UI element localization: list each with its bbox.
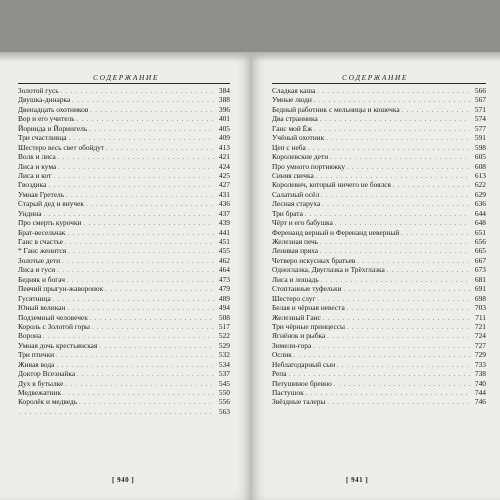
- entry-title: Ворона: [18, 331, 42, 341]
- entry-page-number: 629: [474, 189, 486, 199]
- toc-entry: [18, 86, 230, 95]
- dot-leader: [313, 343, 470, 352]
- entry-title: Два странника: [272, 114, 318, 124]
- entry-page-number: 413: [218, 142, 230, 152]
- dot-leader: [326, 135, 470, 144]
- toc-entry: [272, 133, 486, 142]
- dot-leader: [61, 88, 214, 97]
- dot-leader: [347, 164, 470, 173]
- dot-leader: [63, 390, 214, 399]
- entry-page-number: 746: [474, 397, 486, 407]
- dot-leader: [92, 324, 214, 333]
- toc-entry: [18, 294, 230, 303]
- dot-leader: [66, 192, 214, 201]
- entry-title: Волк и лиса: [18, 152, 56, 162]
- dot-leader: [337, 362, 470, 371]
- entry-title: Золотой гусь: [18, 86, 59, 95]
- toc-entry: [272, 95, 486, 104]
- dot-leader: [20, 409, 214, 418]
- toc-entry: [18, 322, 230, 331]
- entry-title: Петушиное бревно: [272, 378, 332, 388]
- toc-entry: [272, 350, 486, 359]
- dot-leader: [90, 315, 214, 324]
- entry-page-number: 427: [218, 180, 230, 190]
- dot-leader: [334, 381, 470, 390]
- entry-title: Брат-весельчак: [18, 227, 66, 237]
- toc-entry: [272, 313, 486, 322]
- toc-entry: [272, 303, 486, 312]
- entry-page-number: 598: [474, 142, 486, 152]
- entry-page-number: 388: [218, 95, 230, 105]
- toc-entry: [18, 152, 230, 161]
- entry-title: Про смерть курочки: [18, 218, 82, 228]
- dot-leader: [86, 201, 214, 210]
- dot-leader: [320, 239, 470, 248]
- toc-entry: [272, 143, 486, 152]
- entry-title: Шестеро весь свет обойдут: [18, 142, 105, 152]
- toc-entry: [272, 199, 486, 208]
- entry-title: Умная дочь крестьянская: [18, 340, 98, 350]
- page-shadow: [0, 52, 252, 62]
- entry-title: Старый дед и внучек: [18, 199, 84, 209]
- entry-title: Лиса и гуси: [18, 265, 56, 275]
- entry-page-number: 529: [218, 340, 230, 350]
- toc-entry: [18, 388, 230, 397]
- toc-entry: [272, 124, 486, 133]
- dot-leader: [330, 154, 470, 163]
- entry-title: Лесная старуха: [272, 199, 321, 209]
- page-number: [ 940 ]: [112, 476, 135, 484]
- entry-page-number: 721: [474, 321, 486, 331]
- entry-page-number: 421: [218, 152, 230, 162]
- entry-title: Певчий прыгун-жаворонок: [18, 284, 104, 294]
- toc-entry: [272, 114, 486, 123]
- entry-title: Двушка-динарка: [18, 95, 71, 105]
- toc-entry: [272, 275, 486, 284]
- entry-title: Умные люди: [272, 95, 312, 105]
- entry-page-number: 436: [218, 199, 230, 209]
- entry-title: Пастушок: [272, 388, 304, 397]
- toc-entry: [18, 162, 230, 171]
- toc-entry: [18, 313, 230, 322]
- entry-page-number: 605: [474, 152, 486, 162]
- dot-leader: [401, 230, 470, 239]
- entry-title: Учёный охотник: [272, 133, 325, 143]
- entry-title: Неблагодарный сын: [272, 359, 336, 369]
- dot-leader: [58, 164, 214, 173]
- entry-page-number: 744: [474, 388, 486, 397]
- toc-entry: [18, 180, 230, 189]
- entry-page-number: 563: [218, 406, 230, 416]
- entry-page-number: 508: [218, 312, 230, 322]
- entry-page-number: 665: [474, 246, 486, 256]
- entry-title: Двенадцать охотников: [18, 104, 89, 114]
- entry-title: Гусятница: [18, 293, 51, 303]
- entry-page-number: 698: [474, 293, 486, 303]
- entry-page-number: 451: [218, 237, 230, 246]
- entry-page-number: 396: [218, 104, 230, 114]
- entry-title: Три брата: [272, 208, 303, 218]
- entry-page-number: 532: [218, 350, 230, 360]
- dot-leader: [99, 343, 214, 352]
- dot-leader: [393, 182, 470, 191]
- toc-entry: [272, 322, 486, 331]
- dot-leader: [48, 182, 214, 191]
- toc-entry: [272, 190, 486, 199]
- entry-page-number: 636: [474, 199, 486, 209]
- entry-page-number: 613: [474, 170, 486, 180]
- toc-entry: [18, 228, 230, 237]
- entry-page-number: 667: [474, 255, 486, 265]
- toc-entry: [272, 341, 486, 350]
- toc-entry: [272, 86, 486, 95]
- toc-entry: [272, 265, 486, 274]
- dot-leader: [105, 286, 214, 295]
- toc-entry: [272, 171, 486, 180]
- toc-entry: [272, 218, 486, 227]
- dot-leader: [53, 296, 214, 305]
- dot-leader: [320, 116, 470, 125]
- dot-leader: [89, 126, 214, 135]
- toc-entry: [18, 218, 230, 227]
- entry-page-number: 724: [474, 331, 486, 341]
- entry-title: Йоринда и Йорингель: [18, 123, 88, 133]
- entry-page-number: 441: [218, 227, 230, 237]
- entry-page-number: 550: [218, 388, 230, 397]
- toc-entry: [18, 397, 230, 406]
- entry-title: Бедный работник с мельницы и кошечка: [272, 104, 400, 114]
- toc-entry: [272, 237, 486, 246]
- toc-entry: [272, 209, 486, 218]
- dot-leader: [67, 305, 214, 314]
- left-page: [0, 52, 252, 500]
- dot-leader: [68, 248, 214, 257]
- toc-entry: [272, 152, 486, 161]
- entry-page-number: 462: [218, 255, 230, 265]
- entry-page-number: 656: [474, 237, 486, 246]
- entry-page-number: 439: [218, 218, 230, 228]
- entry-title: Вор и его учитель: [18, 114, 75, 124]
- entry-page-number: 681: [474, 274, 486, 284]
- dot-leader: [347, 305, 470, 314]
- dot-leader: [344, 286, 470, 295]
- entry-title: Юный великан: [18, 303, 66, 313]
- entry-title: Цеп с неба: [272, 142, 306, 152]
- dot-leader: [84, 220, 214, 229]
- toc-entry: [18, 95, 230, 104]
- entry-page-number: 473: [218, 274, 230, 284]
- entry-page-number: 401: [218, 114, 230, 124]
- entry-title: Королевские дети: [272, 152, 329, 162]
- dot-leader: [56, 362, 214, 371]
- entry-page-number: 425: [218, 170, 230, 180]
- toc-entry: [18, 379, 230, 388]
- dot-leader: [65, 381, 214, 390]
- entry-title: Про умного портняжку: [272, 161, 346, 171]
- entry-title: Ундина: [18, 208, 42, 218]
- dot-leader: [321, 277, 470, 286]
- toc-entry: [18, 114, 230, 123]
- entry-page-number: 591: [474, 133, 486, 143]
- page-number: [ 941 ]: [346, 476, 369, 484]
- entry-page-number: 622: [474, 180, 486, 190]
- dot-leader: [77, 371, 214, 380]
- entry-title: Гвоздика: [18, 180, 47, 190]
- toc-entry: [272, 379, 486, 388]
- entry-page-number: 571: [474, 104, 486, 114]
- toc-entry: [272, 360, 486, 369]
- entry-page-number: 673: [474, 265, 486, 275]
- dot-leader: [65, 239, 214, 248]
- entry-title: * Ганс женится: [18, 246, 67, 256]
- toc-entry: [272, 228, 486, 237]
- entry-page-number: 644: [474, 208, 486, 218]
- toc-entry: [272, 397, 486, 406]
- entry-page-number: 464: [218, 265, 230, 275]
- entry-title: Три птички: [18, 350, 55, 360]
- entry-title: Звёздные талеры: [272, 397, 326, 407]
- toc-entry: [18, 369, 230, 378]
- toc-entry: [272, 180, 486, 189]
- dot-leader: [67, 230, 214, 239]
- page-shadow: [250, 52, 500, 62]
- toc-entry: [18, 237, 230, 246]
- entry-title: Король с Золотой горы: [18, 321, 91, 331]
- entry-page-number: 651: [474, 227, 486, 237]
- dot-leader: [90, 107, 214, 116]
- entry-page-number: 608: [474, 161, 486, 171]
- dot-leader: [106, 145, 214, 154]
- entry-page-number: 431: [218, 189, 230, 199]
- toc-list-right: [272, 86, 486, 407]
- entry-title: Три счастливца: [18, 133, 67, 143]
- entry-title: Шестеро слуг: [272, 293, 316, 303]
- dot-leader: [314, 126, 470, 135]
- toc-entry: [18, 105, 230, 114]
- heading-rule: [272, 83, 486, 84]
- toc-entry: [18, 190, 230, 199]
- entry-title: Ганс в счастье: [18, 237, 64, 246]
- entry-title: Ленивая пряха: [272, 246, 318, 256]
- toc-entry: [18, 407, 230, 416]
- toc-entry: [272, 105, 486, 114]
- entry-title: Три чёрные принцессы: [272, 321, 345, 331]
- page-heading: СОДЕРЖАНИЕ: [93, 73, 159, 82]
- entry-title: Подземный человечек: [18, 312, 88, 322]
- entry-page-number: 405: [218, 123, 230, 133]
- entry-page-number: 566: [474, 86, 486, 95]
- toc-entry: [18, 171, 230, 180]
- entry-page-number: 424: [218, 161, 230, 171]
- toc-entry: [272, 246, 486, 255]
- entry-page-number: 733: [474, 359, 486, 369]
- entry-page-number: 409: [218, 133, 230, 143]
- toc-entry: [272, 369, 486, 378]
- dot-leader: [321, 192, 470, 201]
- dot-leader: [77, 116, 214, 125]
- toc-entry: [18, 199, 230, 208]
- dot-leader: [53, 173, 214, 182]
- toc-entry: [18, 246, 230, 255]
- entry-title: Доктор Всезнайка: [18, 369, 76, 379]
- dot-leader: [387, 267, 470, 276]
- page-heading: СОДЕРЖАНИЕ: [342, 73, 408, 82]
- toc-list-left: [18, 86, 230, 416]
- dot-leader: [327, 333, 470, 342]
- toc-entry: [18, 275, 230, 284]
- entry-page-number: 455: [218, 246, 230, 256]
- entry-title: Чёрт и его бабушка: [272, 218, 333, 228]
- entry-title: Четверо искусных братьев: [272, 255, 356, 265]
- toc-entry: [18, 341, 230, 350]
- entry-page-number: 522: [218, 331, 230, 341]
- entry-title: Железная печь: [272, 237, 319, 246]
- entry-title: Зимели-гора: [272, 340, 312, 350]
- dot-leader: [306, 390, 470, 399]
- entry-title: Ослик: [272, 350, 292, 360]
- entry-page-number: 727: [474, 340, 486, 350]
- entry-title: Белая и чёрная невеста: [272, 303, 345, 313]
- entry-title: Умная Гретель: [18, 189, 65, 199]
- dot-leader: [62, 258, 214, 267]
- toc-entry: [272, 256, 486, 265]
- entry-title: Бедняк и богач: [18, 274, 65, 284]
- entry-title: Ганс мой Ёж: [272, 123, 313, 133]
- toc-entry: [272, 294, 486, 303]
- entry-title: Лиса и лошадь: [272, 274, 319, 284]
- toc-entry: [18, 209, 230, 218]
- entry-title: Железный Ганс: [272, 312, 321, 322]
- entry-page-number: 577: [474, 123, 486, 133]
- entry-page-number: 545: [218, 378, 230, 388]
- entry-title: Ягнёнок и рыбка: [272, 331, 326, 341]
- dot-leader: [402, 107, 470, 116]
- toc-entry: [272, 162, 486, 171]
- entry-page-number: 740: [474, 378, 486, 388]
- entry-page-number: 537: [218, 369, 230, 379]
- entry-title: Королевич, который ничего не боялся: [272, 180, 391, 190]
- dot-leader: [327, 399, 470, 408]
- entry-title: Живая вода: [18, 359, 55, 369]
- entry-title: Дух в бутылке: [18, 378, 64, 388]
- toc-entry: [272, 284, 486, 293]
- entry-page-number: 479: [218, 284, 230, 294]
- toc-entry: [18, 284, 230, 293]
- toc-entry: [272, 388, 486, 397]
- dot-leader: [56, 352, 214, 361]
- entry-page-number: 489: [218, 293, 230, 303]
- dot-leader: [347, 324, 470, 333]
- dot-leader: [72, 97, 214, 106]
- entry-page-number: 691: [474, 284, 486, 294]
- toc-entry: [18, 265, 230, 274]
- entry-title: Медвежатник: [18, 388, 62, 397]
- toc-entry: [18, 124, 230, 133]
- entry-page-number: 729: [474, 350, 486, 360]
- dot-leader: [58, 154, 214, 163]
- dot-leader: [308, 145, 470, 154]
- entry-title: Репа: [272, 369, 287, 379]
- entry-title: Сладкая каша: [272, 86, 316, 95]
- entry-page-number: 556: [218, 397, 230, 407]
- entry-title: Золотые дети: [18, 255, 61, 265]
- heading-rule: [18, 83, 230, 84]
- toc-entry: [18, 133, 230, 142]
- entry-title: Лиса и кума: [18, 161, 57, 171]
- entry-page-number: 567: [474, 95, 486, 105]
- dot-leader: [317, 88, 470, 97]
- entry-page-number: 574: [474, 114, 486, 124]
- entry-title: Ференанд верный и Ференанд неверный: [272, 227, 400, 237]
- dot-leader: [79, 399, 214, 408]
- toc-entry: [18, 143, 230, 152]
- entry-page-number: 711: [475, 312, 486, 322]
- entry-title: Синяя свечка: [272, 170, 314, 180]
- entry-page-number: 534: [218, 359, 230, 369]
- entry-page-number: 648: [474, 218, 486, 228]
- entry-page-number: 437: [218, 208, 230, 218]
- entry-page-number: 384: [218, 86, 230, 95]
- toc-entry: [18, 331, 230, 340]
- entry-title: Королёк и медведь: [18, 397, 78, 407]
- entry-title: Одноглазка, Двуглазка и Трёхглазка: [272, 265, 385, 275]
- toc-entry: [272, 331, 486, 340]
- entry-page-number: 494: [218, 303, 230, 313]
- entry-page-number: 738: [474, 369, 486, 379]
- entry-title: Стоптанные туфельки: [272, 284, 342, 294]
- toc-entry: [18, 303, 230, 312]
- dot-leader: [322, 201, 470, 210]
- entry-title: Салатный осёл: [272, 189, 320, 199]
- dot-leader: [57, 267, 214, 276]
- toc-entry: [18, 360, 230, 369]
- toc-entry: [18, 350, 230, 359]
- entry-page-number: 703: [474, 303, 486, 313]
- entry-title: Лиса и кот: [18, 170, 52, 180]
- right-page: [250, 52, 500, 500]
- entry-page-number: 517: [218, 321, 230, 331]
- toc-entry: [18, 256, 230, 265]
